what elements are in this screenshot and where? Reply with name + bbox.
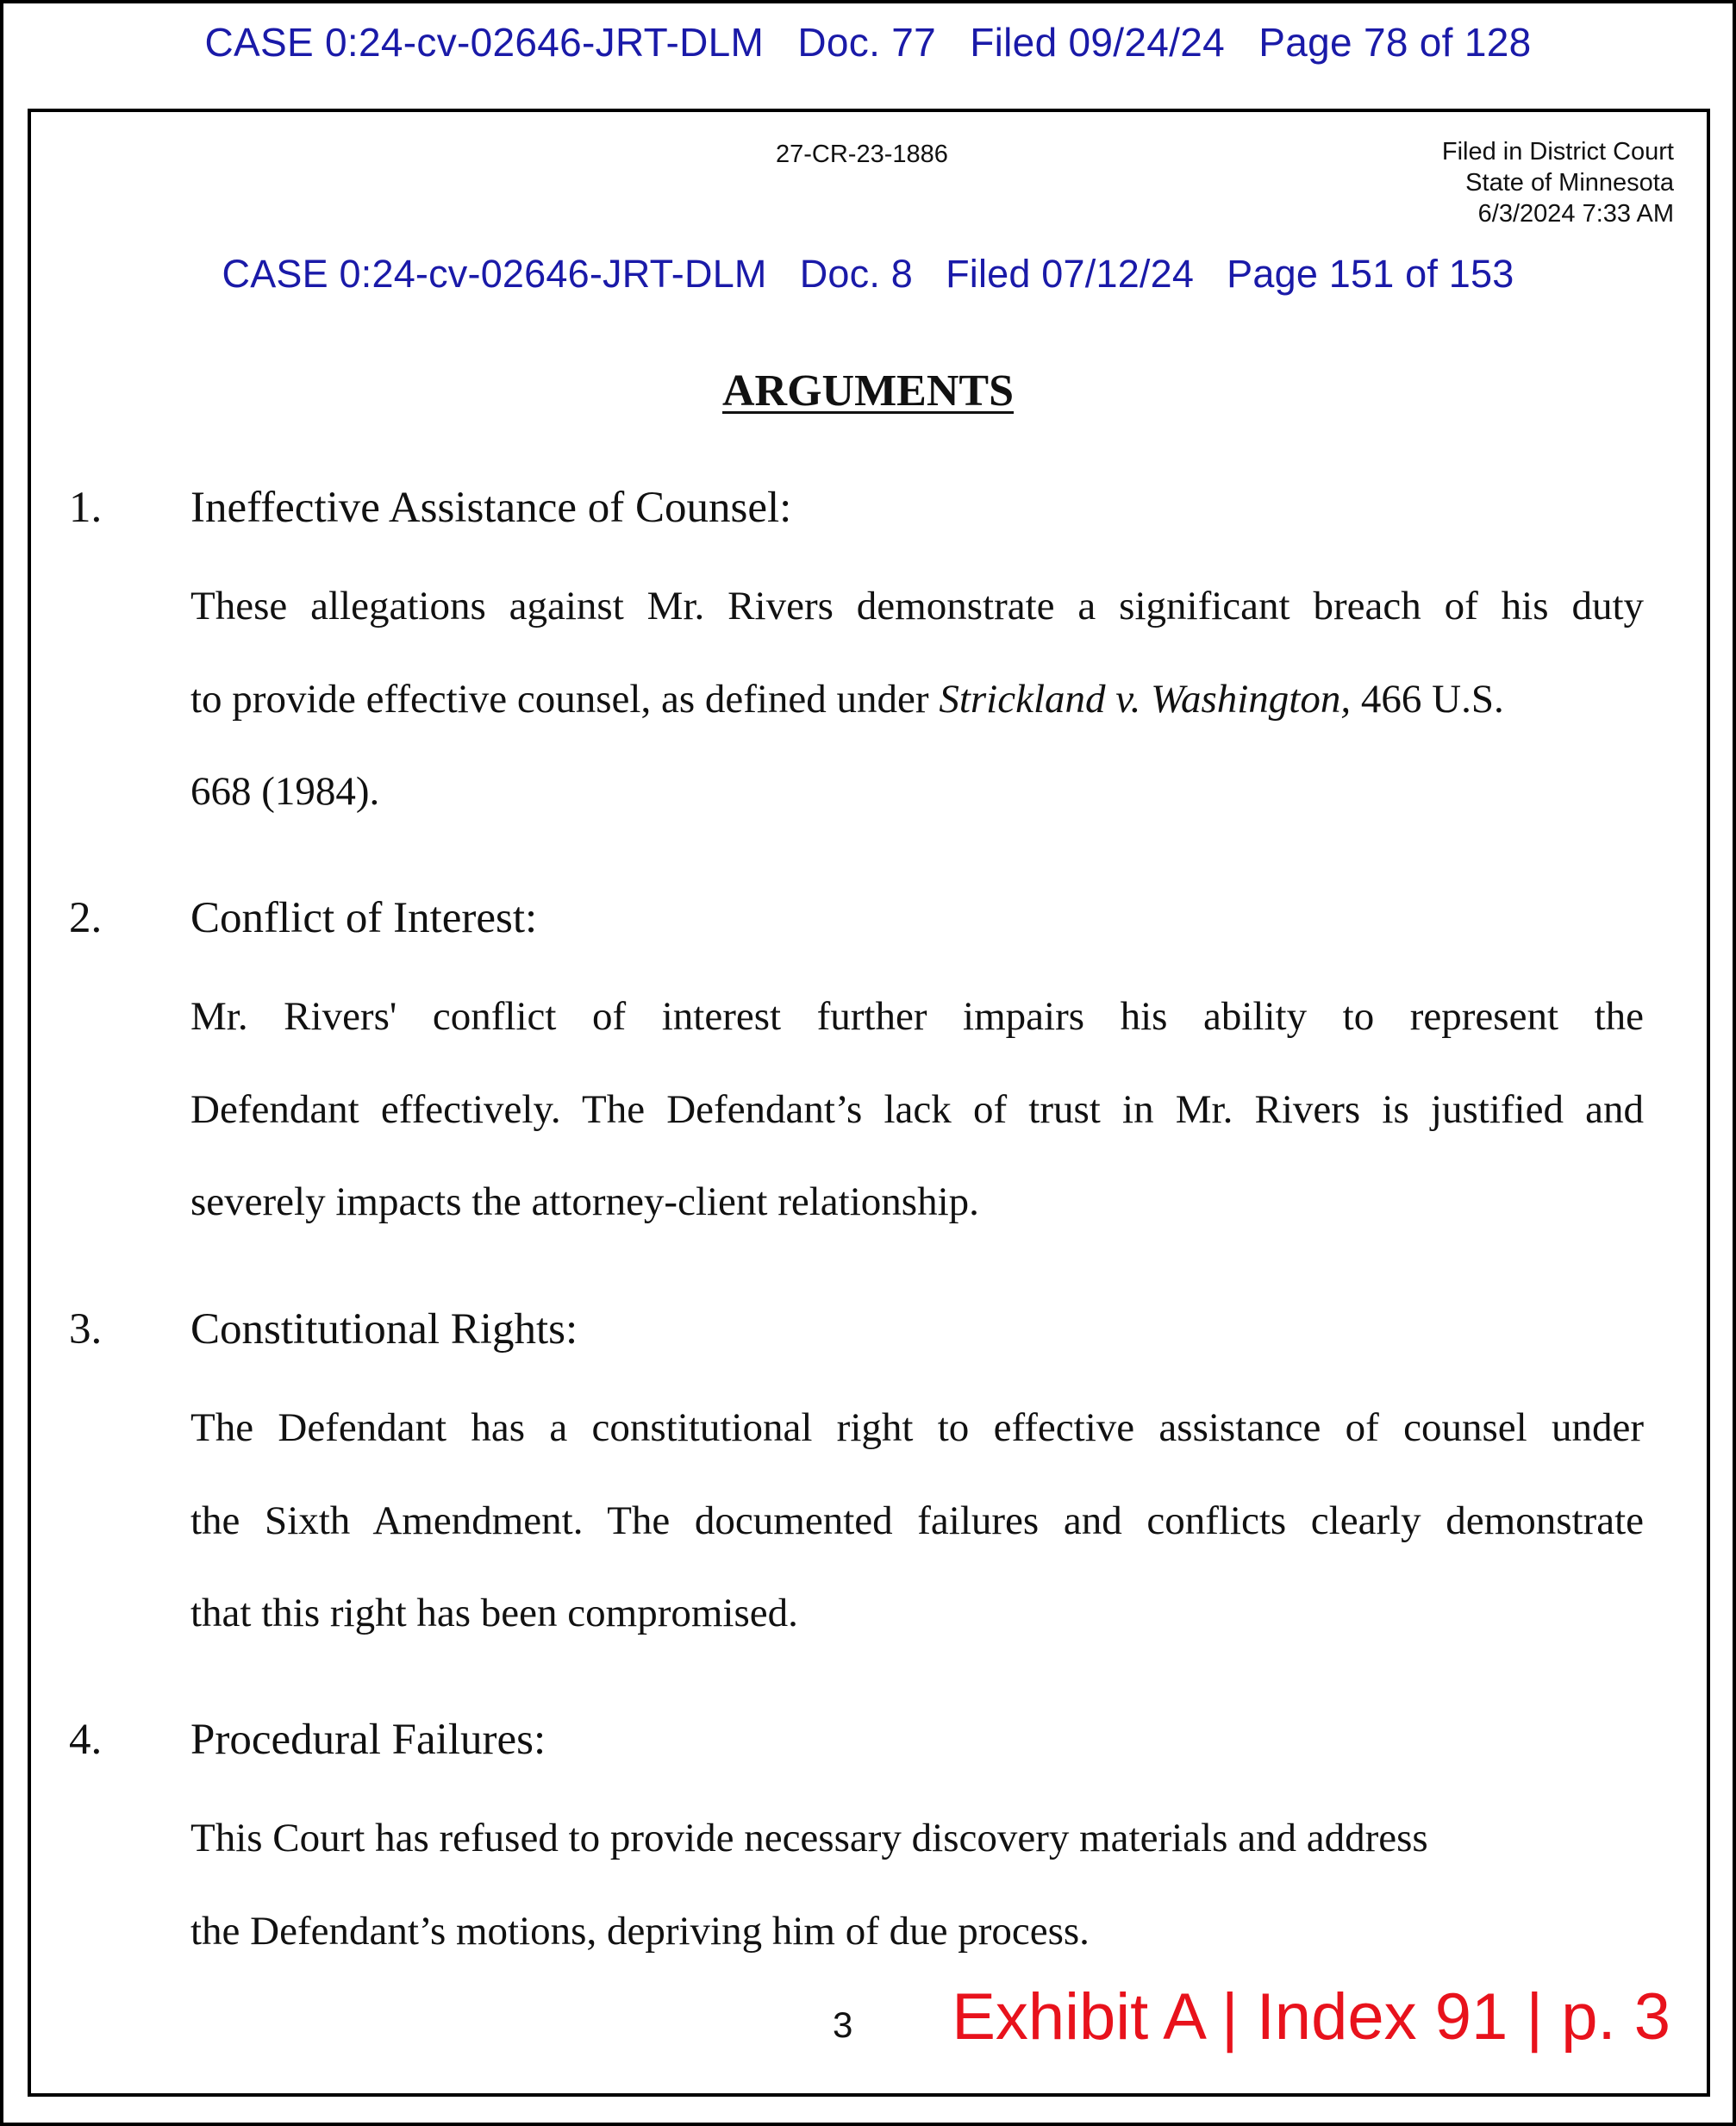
body-line: These allegations against Mr. Rivers demonstrate a significant breach of his duty [190, 584, 1644, 628]
body-line: 668 (1984). [190, 769, 380, 814]
body-line: The Defendant has a constitutional right to effective assistance of counsel under [190, 1405, 1644, 1450]
body-line: Mr. Rivers' conflict of interest further impairs his ability to represent the [190, 994, 1644, 1039]
argument-body [190, 1792, 1644, 1978]
argument-number: 1. [69, 484, 103, 532]
body-line [190, 653, 1644, 747]
exhibit-stamp: Exhibit A | Index 91 | p. 3 [952, 1980, 1670, 2054]
section-heading: ARGUMENTS [721, 366, 1015, 416]
body-line: the Sixth Amendment. The documented failures and conflicts clearly demonstrate [190, 1498, 1644, 1543]
argument-title: Ineffective Assistance of Counsel: [190, 484, 792, 532]
filed-stamp-date: 6/3/2024 7:33 AM [1477, 200, 1674, 228]
argument-title: Conflict of Interest: [190, 894, 538, 942]
filed-stamp [1442, 136, 1674, 229]
body-line: severely impacts the attorney-client relationship. [190, 1179, 979, 1224]
case-citation: Strickland v. Washington, [939, 676, 1352, 722]
body-line: This Court has refused to provide necessary discovery materials and address [190, 1816, 1428, 1860]
body-text: to provide effective counsel, as defined under [190, 676, 940, 722]
argument-title: Procedural Failures: [190, 1716, 546, 1764]
body-line: the Defendant’s motions, depriving him of due process. [190, 1908, 1090, 1954]
argument-number: 2. [69, 894, 103, 942]
argument-number: 3. [69, 1305, 103, 1354]
argument-title: Constitutional Rights: [190, 1305, 578, 1354]
body-line: that this right has been compromised. [190, 1591, 798, 1635]
argument-body [190, 971, 1644, 1249]
state-case-number: 27-CR-23-1886 [776, 141, 948, 168]
prior-filing-header: CASE 0:24-cv-02646-JRT-DLM Doc. 8 Filed 07/12/24 Page 151 of 153 [222, 252, 1514, 296]
filed-stamp-line: State of Minnesota [1465, 169, 1674, 197]
filed-stamp-line: Filed in District Court [1441, 138, 1674, 166]
body-line: Defendant effectively. The Defendant’s lack of trust in Mr. Rivers is justified and [190, 1086, 1644, 1132]
page-number: 3 [833, 2004, 853, 2045]
argument-body [190, 1382, 1644, 1660]
federal-case-header: CASE 0:24-cv-02646-JRT-DLM Doc. 77 Filed 09/24/24 Page 78 of 128 [204, 20, 1532, 65]
argument-number: 4. [69, 1716, 103, 1764]
argument-body [190, 560, 1644, 839]
citation-reporter: 466 U.S. [1351, 676, 1504, 722]
